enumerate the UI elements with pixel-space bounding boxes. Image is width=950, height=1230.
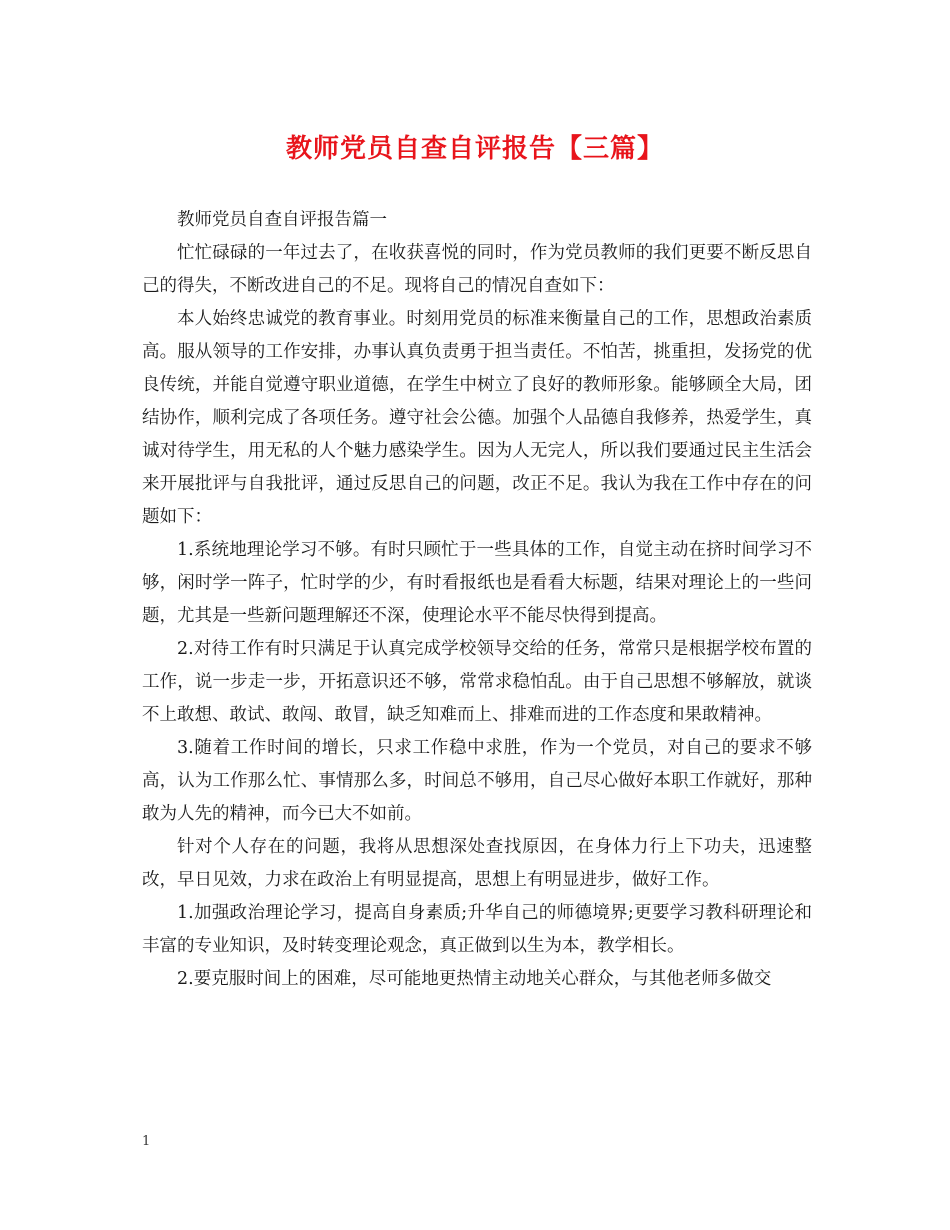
paragraph: 本人始终忠诚党的教育事业。时刻用党员的标准来衡量自己的工作，思想政治素质高。服从领导的工作安排，办事认真负责勇于担当责任。不怕苦，挑重担，发扬党的优良传统，并能自觉遵守职业道德，在学生中树立了良好的教师形象。能够顾全大局，团结协作，顺利完成了各项任务。遵守社会公德。加强个人品德自我修养，热爱学生，真诚对待学生，用无私的人个魅力感染学生。因为人无完人，所以我们要通过民主生活会来开展批评与自我批评，通过反思自己的问题，改正不足。我认为我在工作中存在的问题如下：	[142, 309, 812, 527]
document-title: 教师党员自查自评报告【三篇】	[285, 134, 664, 164]
section-heading: 教师党员自查自评报告篇一	[177, 210, 387, 230]
paragraph: 3.随着工作时间的增长，只求工作稳中求胜，作为一个党员，对自己的要求不够高，认为工作那么忙、事情那么多，时间总不够用，自己尽心做好本职工作就好，那种敢为人先的精神，而今已大不如前。	[142, 738, 812, 824]
paragraph: 2.对待工作有时只满足于认真完成学校领导交给的任务，常常只是根据学校布置的工作，说一步走一步，开拓意识还不够，常常求稳怕乱。由于自己思想不够解放，就谈不上敢想、敢试、敢闯、敢冒，缺乏知难而上、排难而进的工作态度和果敢精神。	[142, 639, 812, 725]
document-body	[142, 204, 812, 996]
paragraph: 1.加强政治理论学习，提高自身素质;升华自己的师德境界;更要学习教科研理论和丰富的专业知识，及时转变理论观念，真正做到以生为本，教学相长。	[142, 903, 812, 956]
paragraph: 针对个人存在的问题，我将从思想深处查找原因，在身体力行上下功夫，迅速整改，早日见效，力求在政治上有明显提高，思想上有明显进步，做好工作。	[142, 837, 812, 890]
page-number: 1	[142, 1134, 151, 1149]
paragraph: 2.要克服时间上的困难，尽可能地更热情主动地关心群众，与其他老师多做交	[177, 969, 772, 989]
paragraph: 1.系统地理论学习不够。有时只顾忙于一些具体的工作，自觉主动在挤时间学习不够，闲时学一阵子，忙时学的少，有时看报纸也是看看大标题，结果对理论上的一些问题，尤其是一些新问题理解还不深，使理论水平不能尽快得到提高。	[142, 540, 812, 626]
paragraph: 忙忙碌碌的一年过去了，在收获喜悦的同时，作为党员教师的我们更要不断反思自己的得失，不断改进自己的不足。现将自己的情况自查如下：	[142, 243, 812, 296]
